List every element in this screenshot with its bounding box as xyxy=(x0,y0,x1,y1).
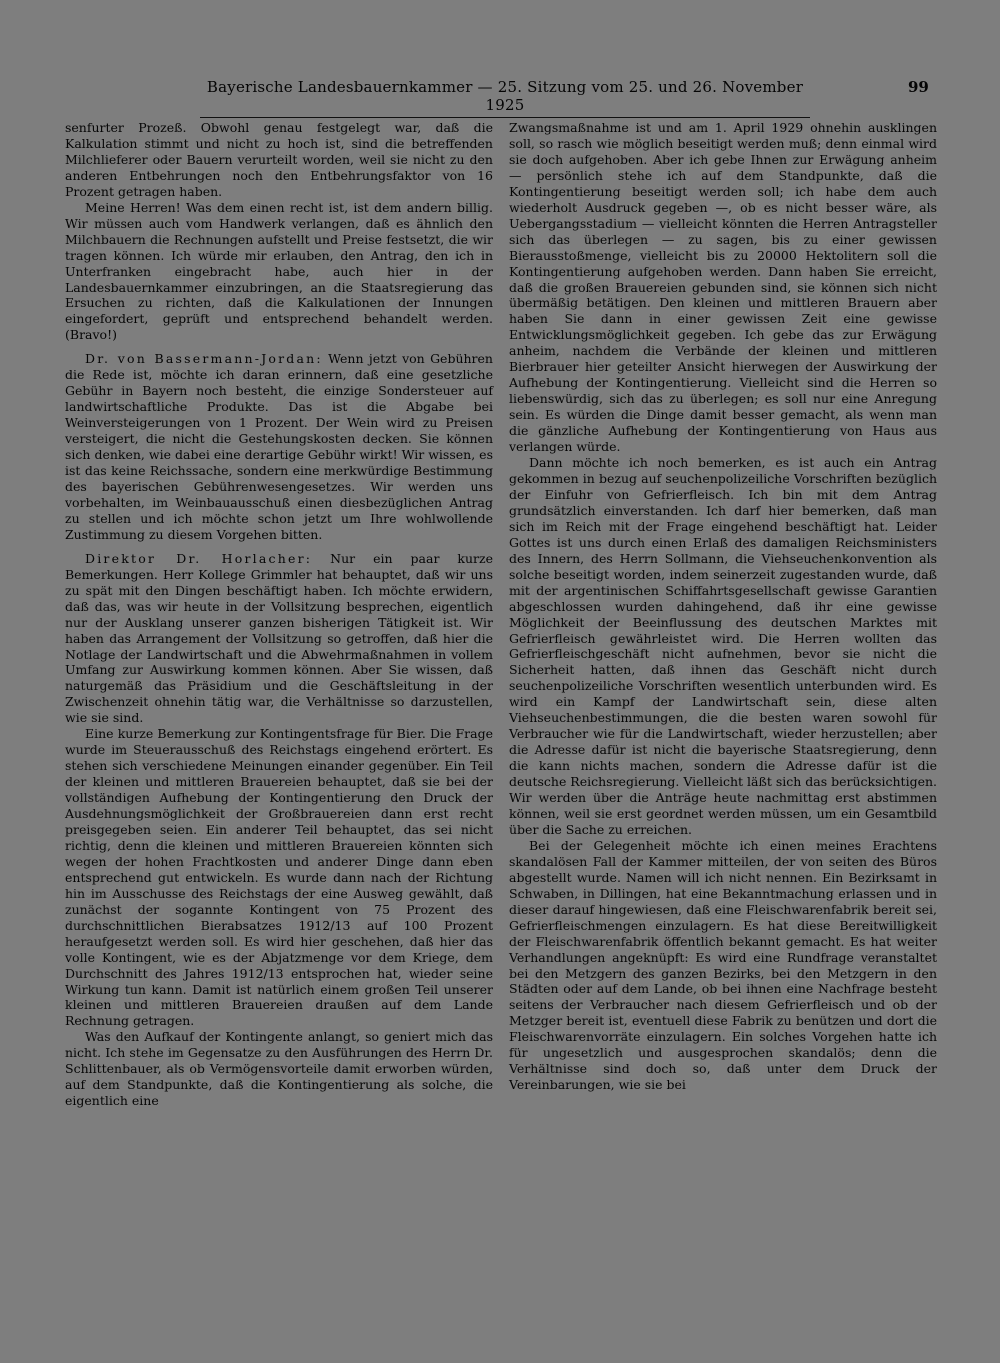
paragraph xyxy=(65,726,493,1029)
speech-paragraph xyxy=(65,351,493,542)
paragraph-text: Nur ein paar kurze Bemerkungen. Herr Kollege Grimmler hat behauptet, daß wir uns zu spät mit den Dingen beschäftigt haben. Ich möchte erwidern, daß das, was wir heute in der Vollsitzung besprechen, eigentlich nur der Ausklang unserer ganzen bisherigen Tätigkeit ist. Wir haben das Arrangement der Vollsitzung so getroffen, daß hier die Notlage der Landwirtschaft und die Abwehrmaßnahmen in vollem Umfang zur Auswirkung kommen können. Aber Sie wissen, daß naturgemäß das Präsidium und die Geschäftsleitung in der Zwischenzeit ohnehin tätig war, die Verhältnisse so darzustellen, wie sie sind. xyxy=(65,550,493,726)
paragraph-text: senfurter Prozeß. Obwohl genau festgelegt war, daß die Kalkulation stimmt und nicht zu hoch ist, sind die betreffenden Milchlieferer oder Bauern verurteilt worden, weil sie nicht zu den anderen Entbehrungen noch den Entbehrungsfaktor von 16 Prozent getragen haben. xyxy=(65,120,493,199)
left-column xyxy=(65,120,493,1109)
paragraph xyxy=(65,120,493,200)
paragraph-text: Meine Herren! Was dem einen recht ist, ist dem andern billig. Wir müssen auch vom Handwerk verlangen, daß es ähnlich den Milchbauern die Rechnungen aufstellt und Preise festsetzt, die wir tragen können. Ich würde mir erlauben, den Antrag, den ich in Unterfranken eingebracht habe, auch hier in der Landesbauernkammer einzubringen, an die Staatsregierung das Ersuchen zu richten, daß die Kalkulationen der Innungen eingefordert, geprüft und entsprechend behandelt werden. (Bravo!) xyxy=(65,199,493,343)
paragraph-text: Bei der Gelegenheit möchte ich einen meines Erachtens skandalösen Fall der Kammer mitteilen, der von seiten des Büros abgestellt wurde. Namen will ich nicht nennen. Ein Bezirksamt in Schwaben, in Dillingen, hat eine Bekanntmachung erlassen und in dieser darauf hingewiesen, daß eine Fleischwarenfabrik bereit sei, Gefrierfleischmengen einzulagern. Es hat diese Bereitwilligkeit der Fleischwarenfabrik öffentlich bekannt gemacht. Es hat weiter Verhandlungen angeknüpft: Es wird eine Rundfrage veranstaltet bei den Metzgern des ganzen Bezirks, bei den Metzgern in den Städten oder auf dem Lande, ob bei ihnen eine Nachfrage besteht seitens der Verbraucher nach diesem Gefrierfleisch und ob der Metzger bereit ist, eventuell diese Fabrik zu benützen und dort die Fleischwarenvorräte einzulagern. Ein solches Vorgehen hatte ich für ungesetzlich und ausgesprochen skandalös; denn die Verhältnisse sind doch so, daß unter dem Druck der Vereinbarungen, wie sie bei xyxy=(509,837,937,1093)
paragraph-text: Wenn jetzt von Gebühren die Rede ist, möchte ich daran erinnern, daß eine gesetzliche Gebühr in Bayern noch besteht, die einzige Sondersteuer auf landwirtschaftliche Produkte. Das ist die Abgabe bei Weinversteigerungen von 1 Prozent. Der Wein wird zu Preisen versteigert, die nicht die Gestehungskosten decken. Sie können sich denken, wie dabei eine derartige Gebühr wirkt! Wir wissen, es ist das keine Reichssache, sondern eine merkwürdige Bestimmung des bayerischen Gebührenwesengesetzes. Wir werden uns vorbehalten, im Weinbauausschuß einen diesbezüglichen Antrag zu stellen und ich möchte schon jetzt um Ihre wohlwollende Zustimmung zu diesem Vorgehen bitten. xyxy=(65,351,493,542)
paragraph-text: Eine kurze Bemerkung zur Kontingentsfrage für Bier. Die Frage wurde im Steuerausschuß des Reichstags eingehend erörtert. Es stehen sich verschiedene Meinungen einander gegenüber. Ein Teil der kleinen und mittleren Brauereien behauptet, daß sie bei der vollständigen Aufhebung der Kontingentierung den Druck der Ausdehnungsmöglichkeit der Großbrauereien dann erst recht preisgegeben seien. Ein anderer Teil behauptet, das sei nicht richtig, denn die kleinen und mittleren Brauereien könnten sich wegen der hohen Frachtkosten und anderer Dinge dann eben entsprechend gut entwickeln. Es wurde dann nach der Richtung hin im Ausschusse des Reichstags der eine Ausweg gewählt, daß zunächst der sogannte Kontingent von 75 Prozent des durchschnittlichen Bierabsatzes 1912/13 auf 100 Prozent heraufgesetzt werden soll. Es wird hier geschehen, daß hier das volle Kontingent, wie es der Abjatzmenge vor dem Kriege, dem Durchschnitt des Jahres 1912/13 entsprochen hat, wieder seine Wirkung tun kann. Damit ist natürlich einem großen Teil unserer kleinen und mittleren Brauereien draußen auf dem Lande Rechnung getragen. xyxy=(65,726,493,1029)
paragraph-text: Zwangsmaßnahme ist und am 1. April 1929 ohnehin ausklingen soll, so rasch wie möglich beseitigt werden muß; denn einmal wird sie doch aufgehoben. Aber ich gebe Ihnen zur Erwägung anheim — persönlich stehe ich auf dem Standpunkte, daß die Kontingentierung beseitigt werden soll; ich habe dem auch wiederholt Ausdruck gegeben —, ob es nicht besser wäre, als Uebergangsstadium — vielleicht könnten die Herren Antragsteller sich das überlegen — zu sagen, bis zu einer gewissen Bierausstoßmenge, vielleicht bis zu 20000 Hektolitern soll die Kontingentierung aufgehoben werden. Dann haben Sie erreicht, daß die großen Brauereien gebunden sind, sie können sich nicht übermäßig betätigen. Den kleinen und mittleren Brauern aber haben Sie dann in einer gewissen Zeit eine gewisse Entwicklungsmöglichkeit gegeben. Ich gebe das zur Erwägung anheim, nachdem die Verbände der kleinen und mittleren Bierbrauer hier geteilter Ansicht hierwegen der Auswirkung der Aufhebung der Kontingentierung. Vielleicht sind die Herren so liebenswürdig, sich das zu überlegen; es soll nur eine Anregung sein. Es würden die Dinge damit besser gemacht, als wenn man die gänzliche Aufhebung der Kontingentierung von Haus aus verlangen würde. xyxy=(509,120,937,455)
running-head: Bayerische Landesbauernkammer — 25. Sitzung vom 25. und 26. November 1925 xyxy=(200,78,810,118)
page-number: 99 xyxy=(908,78,929,96)
paragraph xyxy=(509,455,937,838)
speaker-name: Direktor Dr. Horlacher: xyxy=(85,550,313,566)
speech-paragraph xyxy=(65,551,493,726)
paragraph-text: Was den Aufkauf der Kontingente anlangt, so geniert mich das nicht. Ich stehe im Gegensatze zu den Ausführungen des Herrn Dr. Schlittenbauer, als ob Vermögensvorteile damit erworben würden, auf dem Standpunkte, daß die Kontingentierung als solche, die eigentlich eine xyxy=(65,1029,493,1109)
speaker-name: Dr. von Bassermann-Jordan: xyxy=(85,351,323,367)
paragraph xyxy=(509,120,937,455)
paragraph-text: Dann möchte ich noch bemerken, es ist auch ein Antrag gekommen in bezug auf seuchenpolizeiliche Vorschriften bezüglich der Einfuhr von Gefrierfleisch. Ich bin mit dem Antrag grundsätzlich einverstanden. Ich darf hier bemerken, daß man sich im Reich mit der Frage eingehend beschäftigt hat. Leider Gottes ist uns durch einen Erlaß des damaligen Reichsministers des Innern, des Herrn Sollmann, die Viehseuchenkonvention als solche beseitigt worden, indem seinerzeit zugestanden wurde, daß mit der argentinischen Schiffahrtsgesellschaft gewisse Garantien abgeschlossen wurden dahingehend, daß ihr eine gewisse Möglichkeit der Beeinflussung des deutschen Marktes mit Gefrierfleisch gewährleistet wird. Die Herren wollten das Gefrierfleischgeschäft nicht aufnehmen, bevor sie nicht die Sicherheit hatten, daß ihnen das Geschäft nicht durch seuchenpolizeiliche Vorschriften wesentlich unterbunden wird. Es wird ein Kampf der Landwirtschaft sein, diese alten Viehseuchenbestimmungen, die die besten waren sowohl für Verbraucher wie für die Landwirtschaft, wieder herzustellen; aber die Adresse dafür ist nicht die bayerische Staatsregierung, denn die kann nichts machen, sondern die Adresse dafür ist die deutsche Reichsregierung. Vielleicht läßt sich das berücksichtigen. Wir werden über die Anträge heute nachmittag erst abstimmen können, weil sie erst geordnet werden müssen, um ein Gesamtbild über die Sache zu erreichen. xyxy=(509,455,938,837)
paragraph xyxy=(65,200,493,344)
right-column xyxy=(509,120,937,1093)
paragraph xyxy=(509,838,937,1093)
paragraph xyxy=(65,1029,493,1109)
